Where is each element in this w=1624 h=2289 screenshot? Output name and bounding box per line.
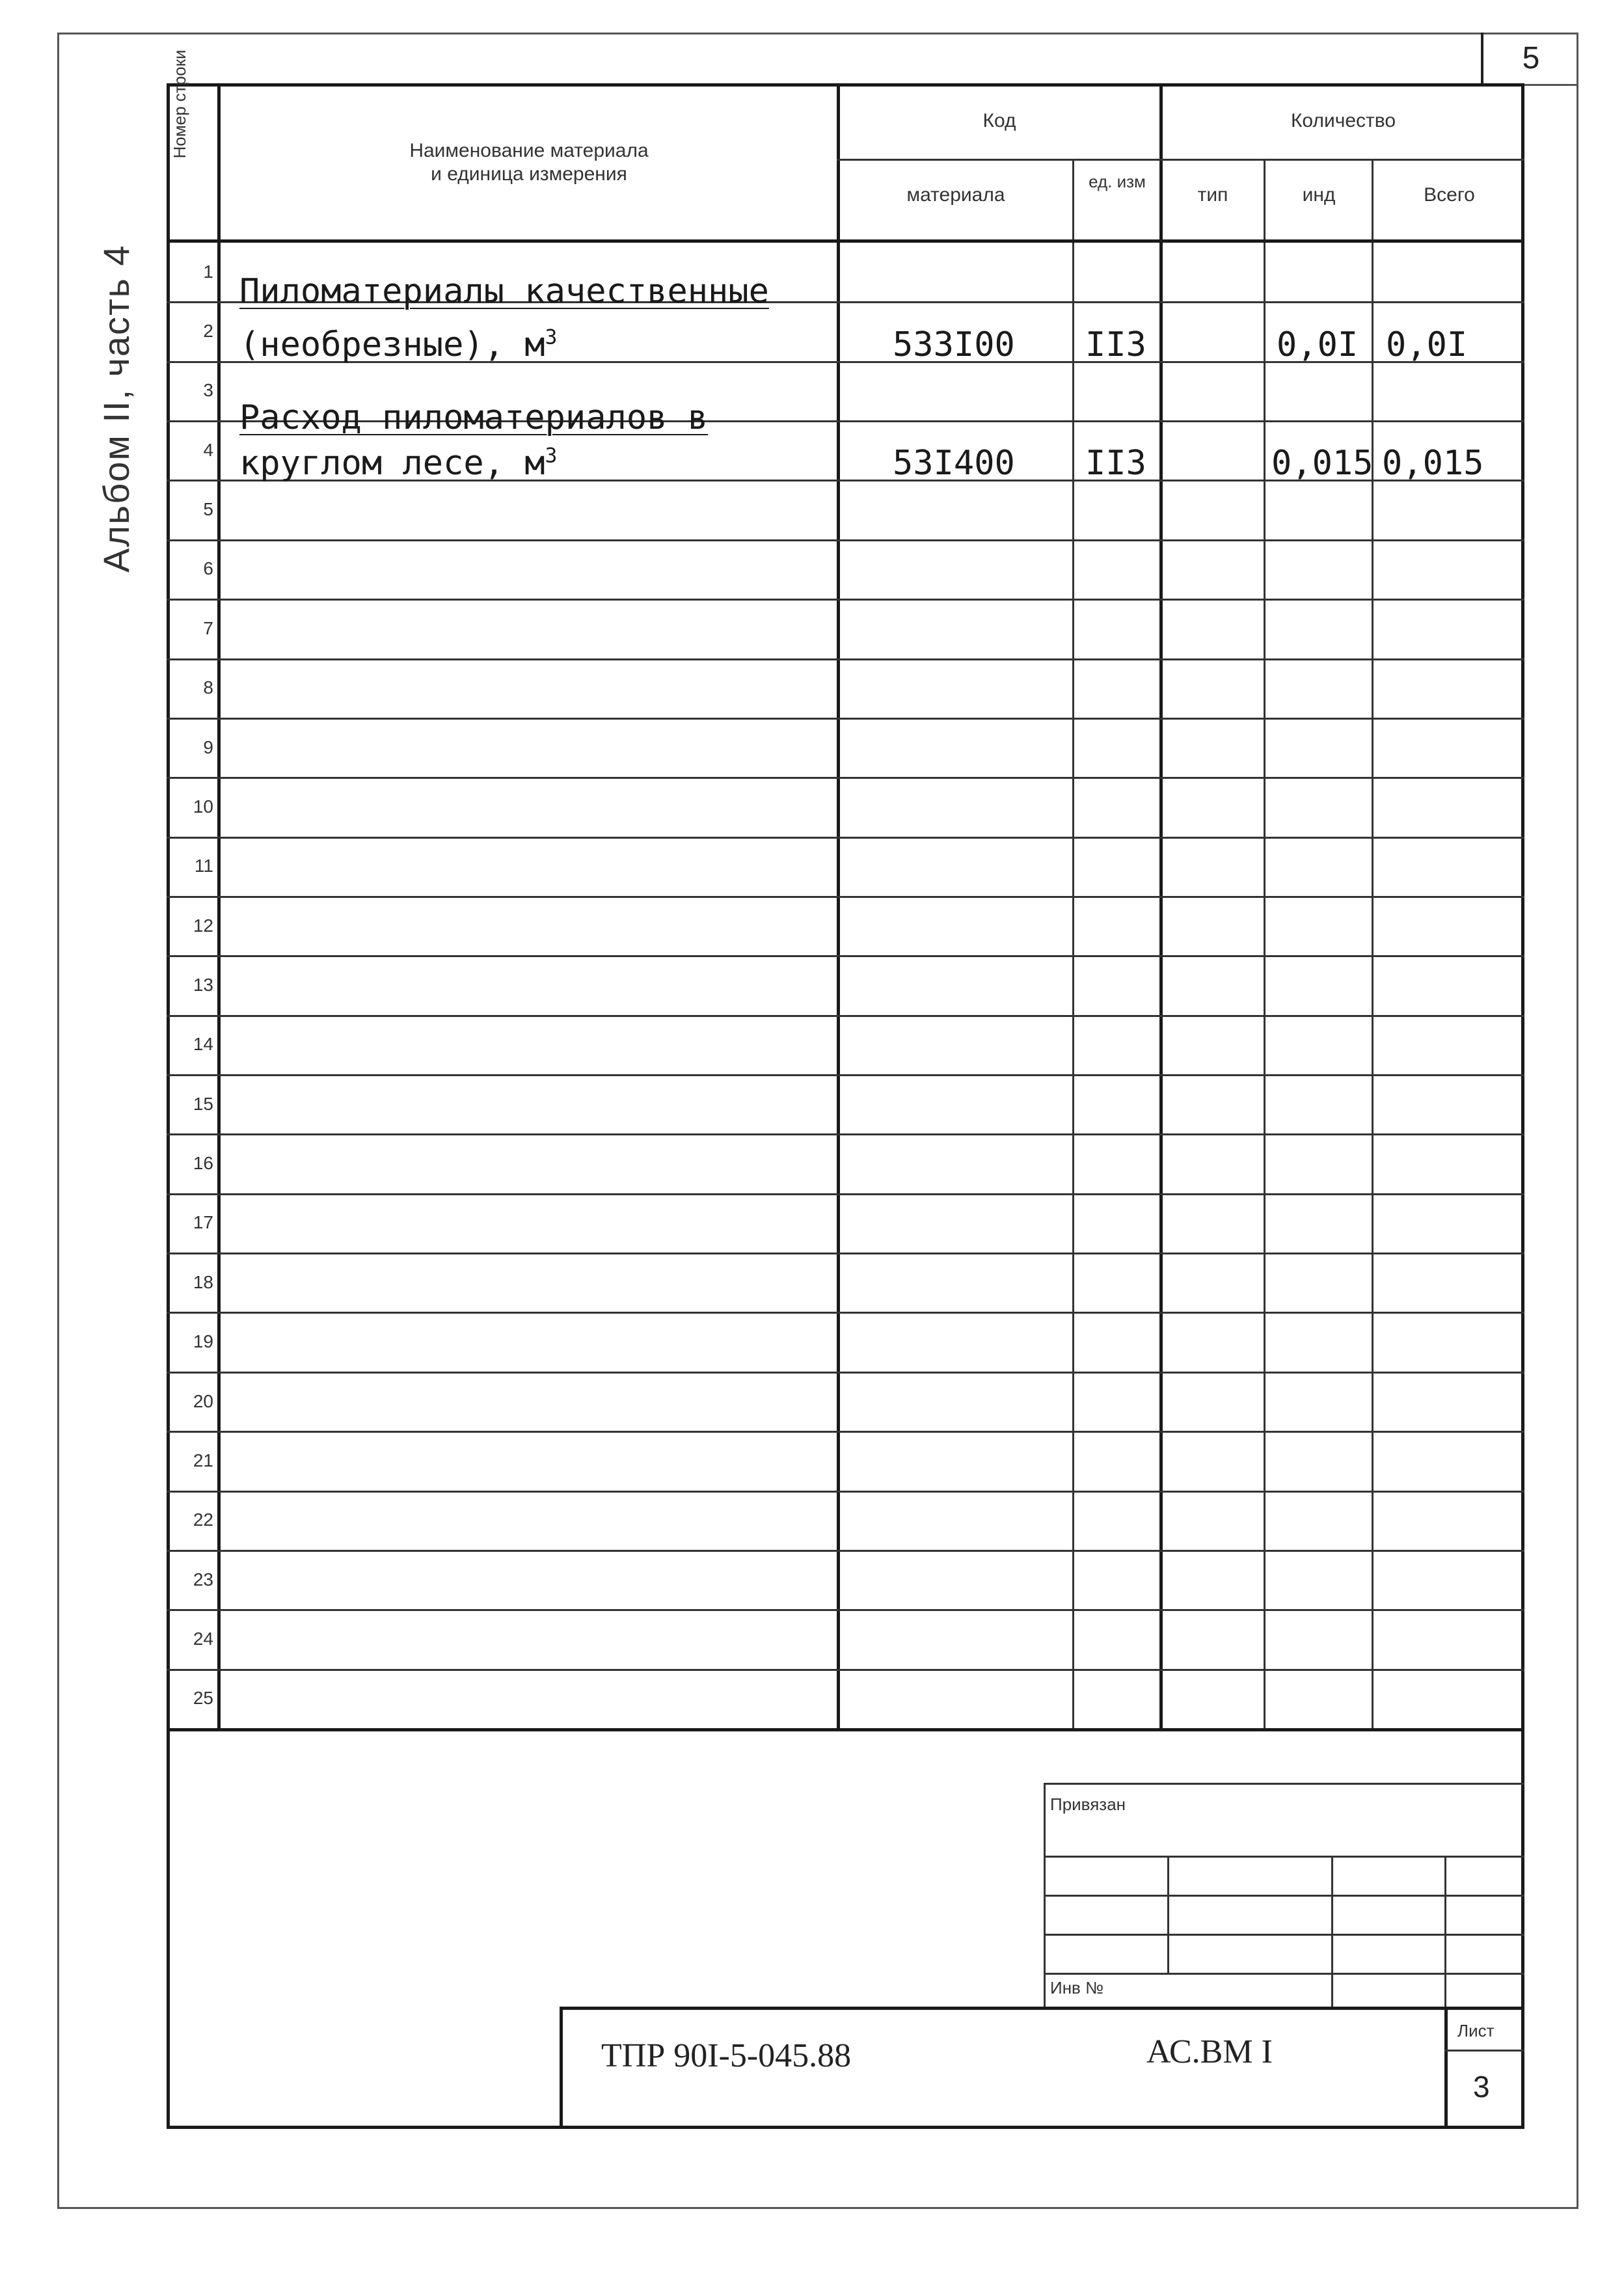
row-line [167, 1015, 1524, 1017]
side-label: Альбом II, часть 4 [96, 244, 137, 573]
row-number: 22 [193, 1510, 213, 1530]
header-bottom [167, 239, 1524, 243]
row-number: 21 [193, 1450, 213, 1470]
row-number: 16 [193, 1153, 213, 1173]
col-sep-code [1159, 83, 1163, 1731]
header-code: Код [982, 110, 1016, 131]
row-number: 18 [193, 1272, 213, 1292]
doc-number: ТПР 90I-5-045.88 [601, 2037, 852, 2074]
row-number: 6 [203, 558, 213, 578]
stamp-line-4 [1044, 1973, 1524, 1975]
row-line [167, 1193, 1524, 1195]
row-line [167, 1133, 1524, 1135]
row-1-ind: 0,0I [1277, 325, 1359, 364]
stamp-sep-3 [1331, 1856, 1333, 2009]
row-number: 10 [193, 796, 213, 817]
row-number: 24 [193, 1629, 213, 1649]
row-line [167, 539, 1524, 541]
table-frame [167, 83, 1524, 2129]
sheet-number: 3 [1473, 2070, 1490, 2104]
row-number: 2 [203, 321, 213, 341]
row-2-total: 0,015 [1382, 444, 1484, 483]
row-line [167, 1550, 1524, 1552]
page-number: 5 [1481, 33, 1578, 86]
header-row-number: Номер строки [170, 49, 189, 159]
superscript-3: 3 [545, 325, 558, 349]
row-2-code: 53I400 [893, 444, 1015, 483]
stamp-sep-4 [1444, 1856, 1446, 2009]
sheet-label: Лист [1457, 2021, 1495, 2040]
row-number: 12 [193, 915, 213, 936]
stamp-line-3 [1044, 1934, 1524, 1936]
title-block-top [560, 2007, 1524, 2010]
row-number: 23 [193, 1569, 213, 1590]
col-sep-typ [1264, 159, 1265, 1731]
row-line [167, 1609, 1524, 1611]
row-2-name-line1: Расход пиломатериалов в [239, 398, 709, 437]
stamp-line-2 [1044, 1895, 1524, 1897]
col-sep-rownum [217, 83, 221, 1731]
row-line [167, 777, 1524, 779]
header-quantity: Количество [1290, 110, 1396, 131]
row-1-unit: II3 [1085, 325, 1146, 364]
row-line [167, 1253, 1524, 1254]
row-line [167, 1431, 1524, 1433]
row-number: 5 [203, 499, 213, 519]
title-block-sep [1444, 2007, 1448, 2129]
row-number: 20 [193, 1391, 213, 1411]
stamp-line-1 [1044, 1856, 1524, 1858]
col-sep-unit [1072, 159, 1074, 1731]
row-2-name-line2: круглом лесе, м [239, 444, 545, 483]
row-line [167, 1312, 1524, 1314]
table-bottom [167, 1728, 1524, 1731]
row-line [167, 1372, 1524, 1374]
header-unit: ед. изм [1089, 172, 1146, 191]
row-line [167, 599, 1524, 601]
row-line [167, 837, 1524, 839]
col-sep-ind [1372, 159, 1374, 1731]
header-total: Всего [1424, 184, 1475, 206]
row-1-code: 533I00 [893, 325, 1015, 364]
doc-code: АС.ВМ I [1146, 2033, 1273, 2070]
row-line [167, 718, 1524, 720]
stamp-inv-no: Инв № [1050, 1978, 1103, 1998]
row-line [167, 1669, 1524, 1671]
row-number: 11 [194, 856, 213, 876]
header-typ: тип [1197, 184, 1228, 206]
row-line [167, 1491, 1524, 1493]
row-line [167, 896, 1524, 898]
row-number: 19 [193, 1331, 213, 1351]
row-2-ind: 0,015 [1271, 444, 1374, 483]
title-block-left [560, 2007, 563, 2129]
header-subline [837, 159, 1524, 161]
stamp-top [1044, 1783, 1524, 1785]
header-ind: инд [1302, 184, 1336, 206]
header-material-name: Наименование материала и единица измерения [409, 140, 649, 185]
stamp-bound-to: Привязан [1050, 1795, 1126, 1814]
row-2-unit: II3 [1085, 444, 1146, 483]
row-number: 3 [203, 380, 213, 400]
row-number: 13 [193, 975, 213, 995]
row-number: 1 [203, 262, 213, 282]
superscript-3: 3 [545, 444, 558, 468]
stamp-sep-2 [1167, 1856, 1169, 1973]
row-number: 25 [193, 1688, 213, 1708]
row-1-name-line1: Пиломатериалы качественные [239, 272, 769, 311]
header-material-code: материала [906, 184, 1005, 206]
row-number: 15 [193, 1094, 213, 1114]
row-1-name-line2: (необрезные), м [239, 325, 545, 364]
col-sep-name [837, 83, 840, 1731]
row-number: 14 [193, 1034, 213, 1054]
sheet-line [1444, 2050, 1524, 2052]
row-number: 7 [203, 618, 213, 638]
row-number: 17 [193, 1212, 213, 1232]
row-number: 9 [203, 737, 213, 757]
row-1-total: 0,0I [1386, 325, 1468, 364]
row-line [167, 955, 1524, 957]
row-number: 4 [203, 440, 213, 460]
row-number: 8 [203, 677, 213, 698]
row-line [167, 1074, 1524, 1076]
row-line [167, 658, 1524, 660]
